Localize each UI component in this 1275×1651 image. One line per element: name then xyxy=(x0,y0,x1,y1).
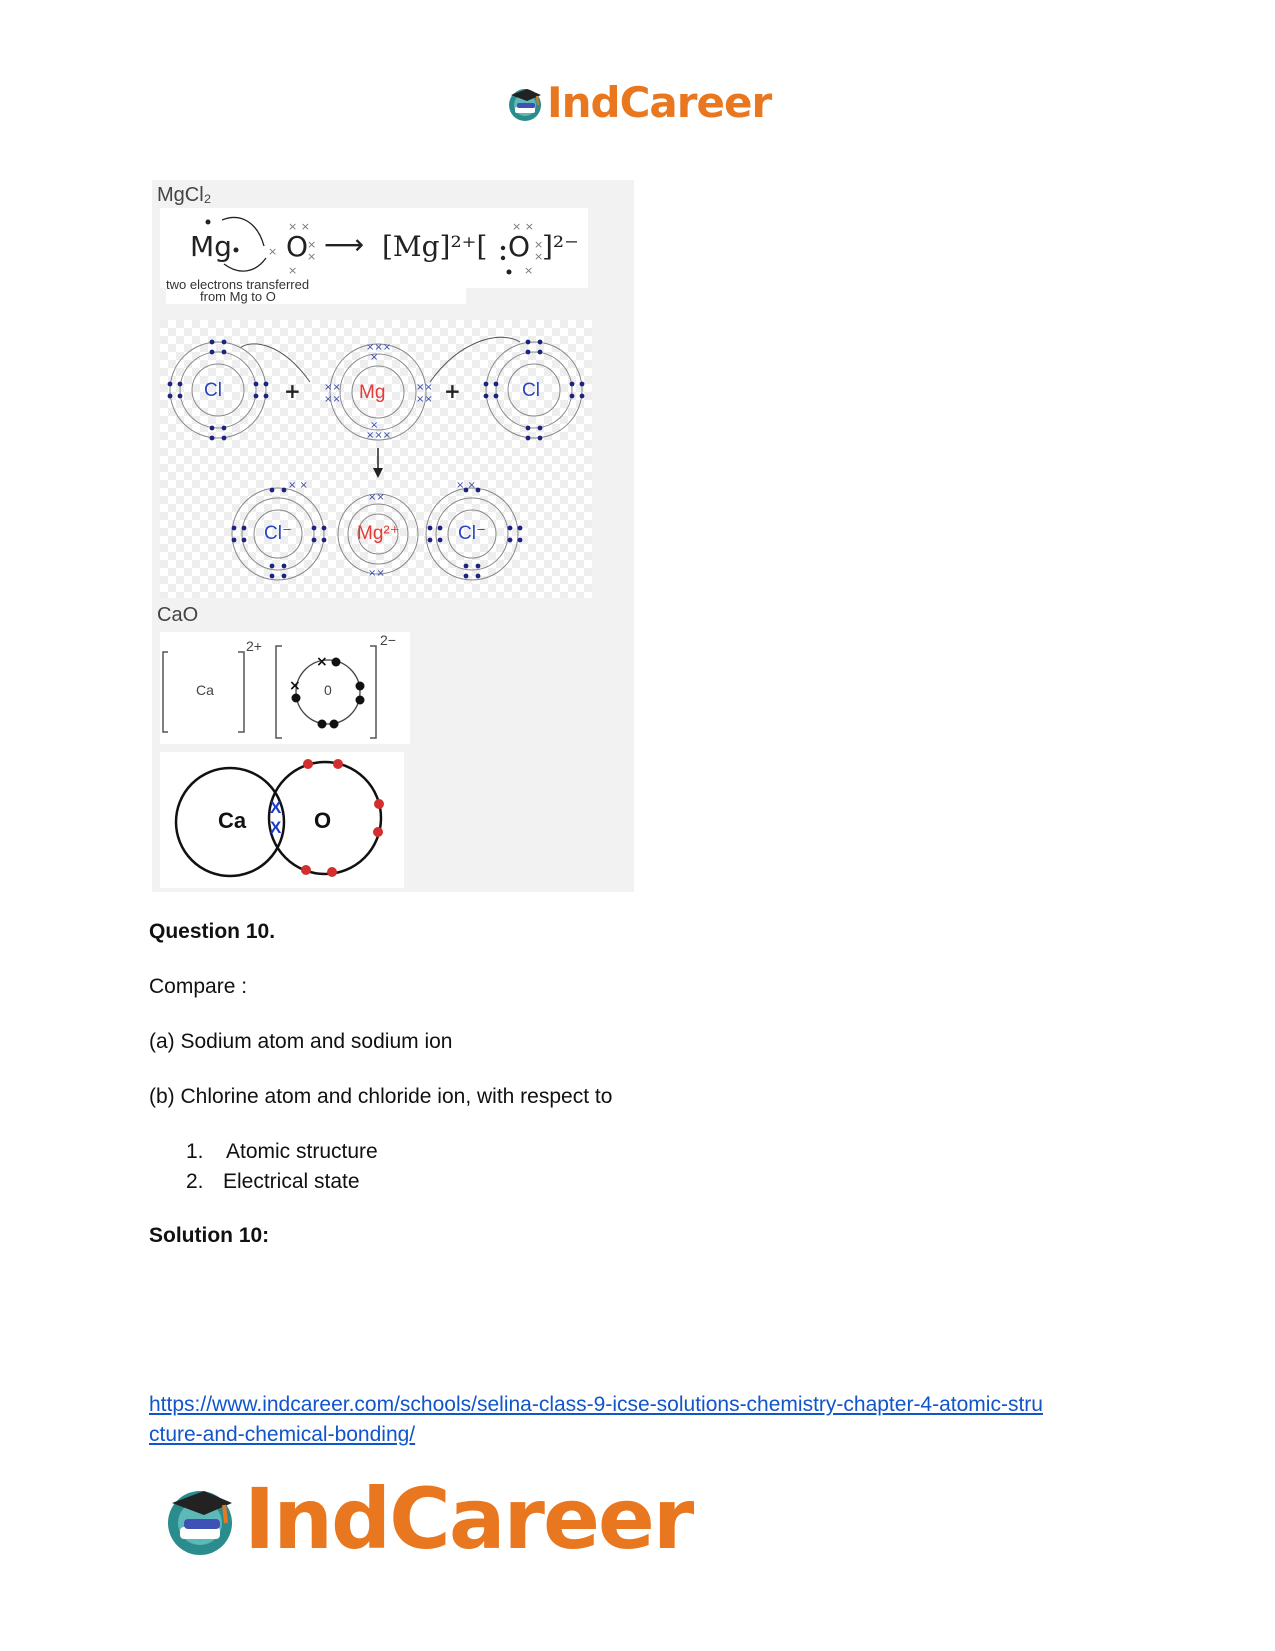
source-link-line2[interactable]: cture-and-chemical-bonding/ xyxy=(149,1423,416,1446)
venn-o-label: O xyxy=(314,808,332,833)
mg-ion: Mg²⁺ xyxy=(357,523,400,544)
svg-text:×: × xyxy=(524,264,534,277)
footer-logo xyxy=(160,1470,692,1568)
svg-text:×: × xyxy=(288,264,298,277)
ionic-ca-label: Ca xyxy=(196,682,214,698)
svg-text:×××: ××× xyxy=(366,342,392,353)
svg-text:××: ×× xyxy=(368,492,385,503)
list-item xyxy=(186,1170,360,1194)
question-part-a: (a) Sodium atom and sodium ion xyxy=(149,1030,453,1053)
cl-ion-left: Cl⁻ xyxy=(264,523,292,544)
equation-product-left: [Mg]²⁺[ xyxy=(382,230,488,263)
svg-text:×××: ××× xyxy=(366,430,392,441)
question-part-b: (b) Chlorine atom and chloride ion, with respect to xyxy=(149,1085,613,1108)
cl-atom-left: Cl xyxy=(204,380,222,401)
equation-arrow: ⟶ xyxy=(324,228,365,261)
svg-text:×: × xyxy=(289,678,301,694)
svg-text:×: × xyxy=(534,250,544,263)
svg-text:××: ×× xyxy=(324,382,341,393)
o-charge: 2− xyxy=(380,632,396,648)
list-number: 2. xyxy=(186,1170,204,1193)
svg-text:××: ×× xyxy=(368,568,385,579)
venn-ca-label: Ca xyxy=(218,808,247,833)
transfer-note-line2: from Mg to O xyxy=(200,289,276,304)
equation-mg: Mg xyxy=(190,230,232,263)
equation-panel xyxy=(160,208,588,288)
svg-text:+: + xyxy=(284,379,301,403)
list-item xyxy=(186,1140,378,1164)
svg-text:× ×: × × xyxy=(288,220,310,233)
graduation-cap-icon xyxy=(505,83,545,123)
svg-text:×: × xyxy=(307,250,317,263)
question-prompt: Compare : xyxy=(149,975,248,998)
cl-ion-right: Cl⁻ xyxy=(458,523,486,544)
venn-x-top: X xyxy=(270,798,282,817)
list-number: 1. xyxy=(186,1140,204,1163)
svg-text:×: × xyxy=(534,238,544,251)
source-link-line1[interactable]: https://www.indcareer.com/schools/selina-class-9-icse-solutions-chemistry-chapter-4-atomic-stru xyxy=(149,1393,1043,1416)
svg-text:+: + xyxy=(444,379,461,403)
list-text: Electrical state xyxy=(223,1170,360,1193)
svg-text:×: × xyxy=(316,654,328,670)
cao-venn-diagram xyxy=(160,752,404,888)
mg-atom: Mg xyxy=(359,382,386,403)
cl-atom-right: Cl xyxy=(522,380,540,401)
svg-text:××: ×× xyxy=(416,382,433,393)
header-logo xyxy=(505,78,771,127)
source-link[interactable] xyxy=(149,1390,1149,1450)
mgcl2-label: MgCl₂ xyxy=(157,184,212,206)
ca-charge: 2+ xyxy=(246,638,262,654)
question-title: Question 10. xyxy=(149,920,276,943)
mgcl2-shell-diagram xyxy=(160,320,592,598)
equation-product-o: O xyxy=(508,230,531,263)
header-logo-text: IndCareer xyxy=(547,78,772,127)
transfer-note xyxy=(166,277,466,304)
svg-text:××: ×× xyxy=(324,394,341,405)
solution-title: Solution 10: xyxy=(149,1224,270,1247)
footer-logo-text: IndCareer xyxy=(244,1470,693,1568)
equation-o: O xyxy=(286,230,309,263)
list-text: Atomic structure xyxy=(226,1140,378,1163)
cao-label: CaO xyxy=(157,604,199,626)
svg-text:× ×: × × xyxy=(456,480,476,491)
svg-text:×: × xyxy=(370,352,379,363)
transfer-note-line1: two electrons transferred xyxy=(166,277,310,292)
svg-text:× ×: × × xyxy=(512,220,534,233)
cao-ionic-diagram xyxy=(160,632,410,744)
venn-x-bottom: X xyxy=(270,818,282,837)
svg-text:×: × xyxy=(268,245,278,258)
svg-text:×: × xyxy=(370,420,379,431)
svg-text:×: × xyxy=(307,238,317,251)
svg-text:× ×: × × xyxy=(288,480,308,491)
electron-shell-diagram xyxy=(160,320,592,598)
graduation-cap-icon xyxy=(160,1479,240,1559)
equation-product-right: ]²⁻ xyxy=(542,230,579,263)
ionic-o-label: 0 xyxy=(324,682,332,698)
svg-text:××: ×× xyxy=(416,394,433,405)
venn-diagram xyxy=(160,752,404,888)
chemistry-figure xyxy=(152,180,634,892)
